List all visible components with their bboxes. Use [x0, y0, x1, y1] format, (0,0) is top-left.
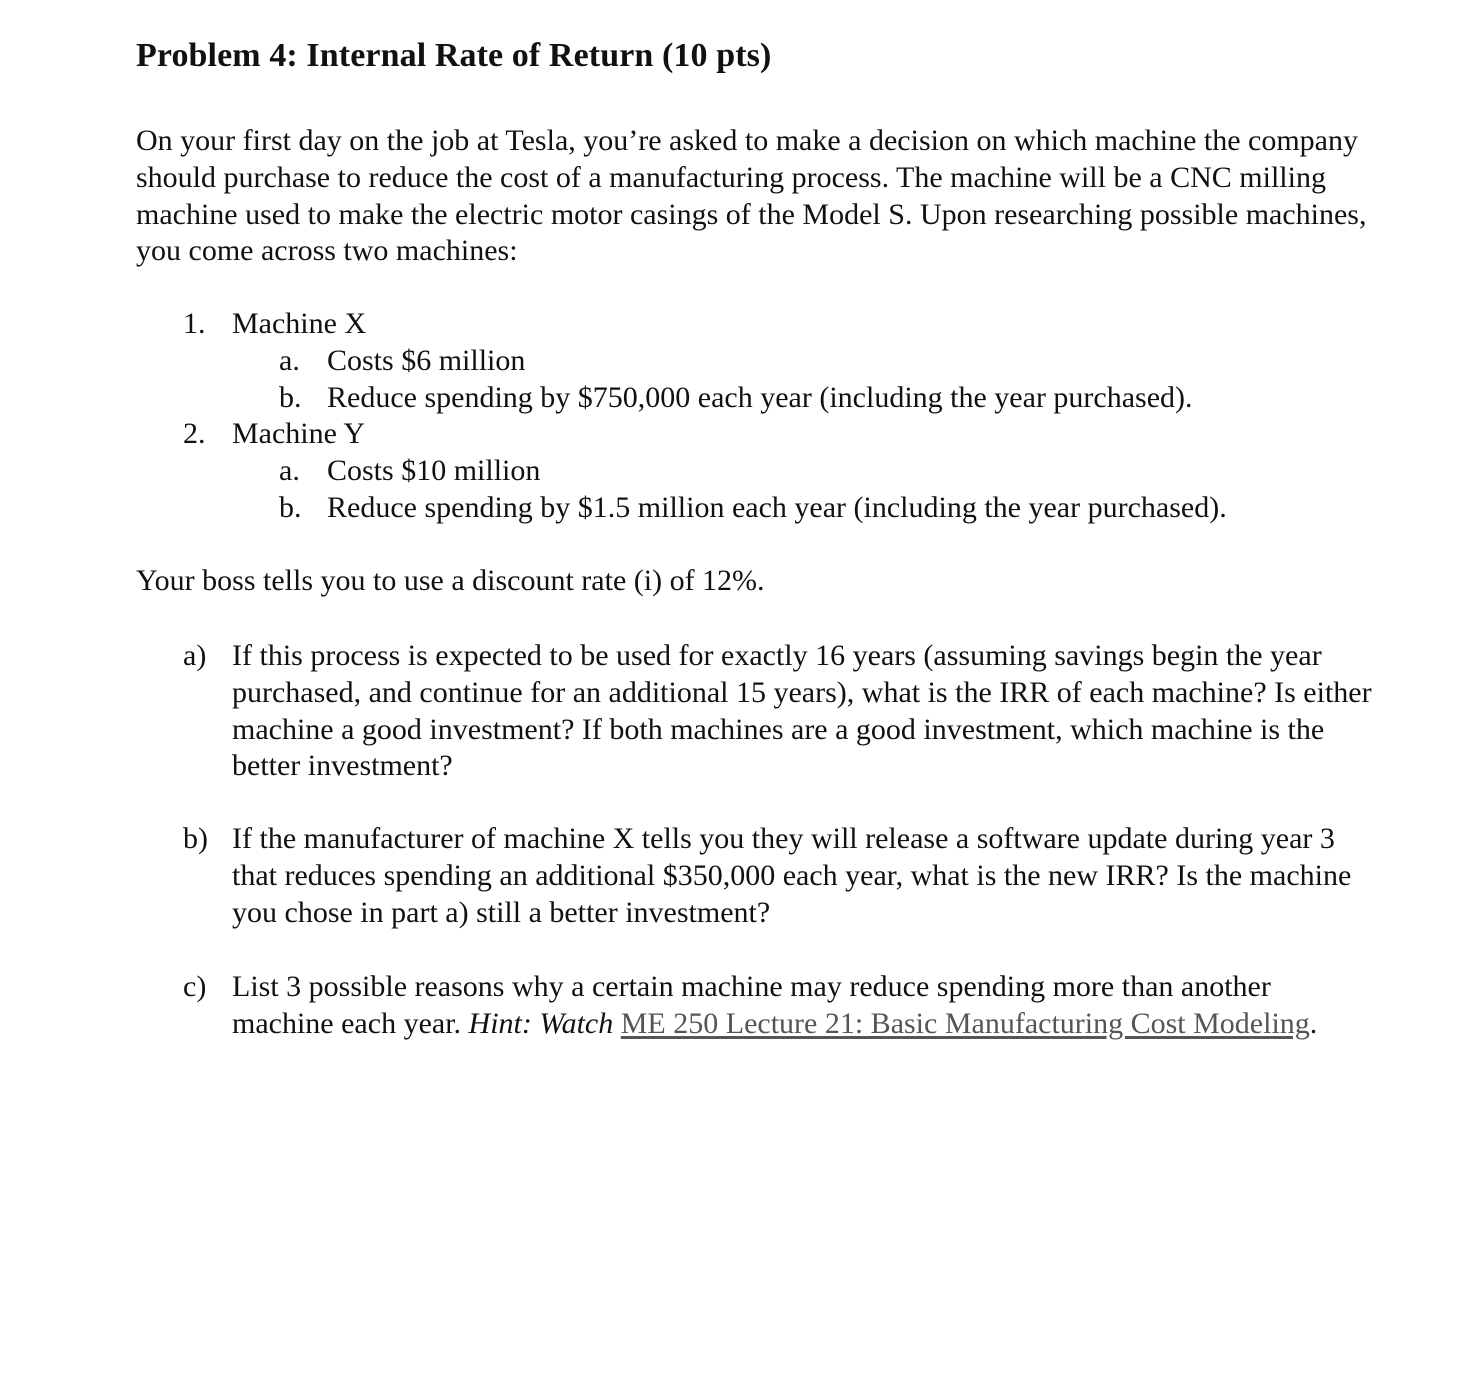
machine-x-cost: Costs $6 million [327, 343, 526, 377]
sub-list-marker: a. [279, 454, 300, 488]
discount-rate-paragraph: Your boss tells you to use a discount rate (i) of 12%. [136, 564, 765, 597]
question-marker: a) [183, 639, 207, 672]
machine-x-name: Machine X [232, 307, 367, 340]
sub-list-marker: a. [279, 343, 300, 377]
question-c [136, 969, 1386, 1043]
sub-list-marker: b. [279, 380, 302, 414]
machine-y-cost: Costs $10 million [327, 454, 541, 488]
sub-item-machine-y-savings [136, 490, 1386, 527]
hint-prefix: Hint: Watch [468, 1006, 614, 1040]
sub-item-machine-x-cost [136, 343, 1386, 380]
list-marker: 2. [183, 417, 206, 451]
hint-suffix: . [1309, 1006, 1318, 1040]
question-c-body [232, 969, 1372, 1043]
list-item-machine-x [136, 306, 1386, 343]
machine-x-savings: Reduce spending by $750,000 each year (including the year purchased). [327, 380, 1193, 414]
question-b-text: If the manufacturer of machine X tells you they will release a software update during year 3 that reduces spending an additional $350,000 each year, what is the new IRR? Is the machine you chose in part a) still a better investment? [232, 822, 1352, 929]
machine-y-name: Machine Y [232, 417, 366, 451]
document-page [136, 30, 1386, 1040]
lecture-link[interactable]: ME 250 Lecture 21: Basic Manufacturing Cost Modeling [620, 1006, 1310, 1040]
question-marker: c) [183, 970, 207, 1003]
question-marker: b) [183, 822, 208, 855]
sub-item-machine-y-cost [136, 453, 1386, 490]
list-marker: 1. [183, 307, 206, 340]
problem-title: Problem 4: Internal Rate of Return (10 pts) [136, 37, 772, 74]
sub-item-machine-x-savings [136, 380, 1386, 417]
sub-list-marker: b. [279, 490, 302, 524]
intro-paragraph: On your first day on the job at Tesla, you’re asked to make a decision on which machine the company should purchase to reduce the cost of a manufacturing process. The machine will be a CNC milling machine used to make the electric motor casings of the Model S. Upon researching possible machines, you come across two machines: [136, 124, 1367, 268]
question-a [136, 638, 1386, 785]
question-a-text: If this process is expected to be used for exactly 16 years (assuming savings begin the year purchased, and continue for an additional 15 years), what is the IRR of each machine? Is either machine a good investment? If both machines are a good investment, which machine is the better investment? [232, 639, 1372, 783]
machine-y-savings: Reduce spending by $1.5 million each year (including the year purchased). [327, 490, 1227, 524]
question-b [136, 821, 1386, 931]
list-item-machine-y [136, 416, 1386, 453]
question-c-text: List 3 possible reasons why a certain machine may reduce spending more than another machine each year. [232, 970, 1271, 1040]
machine-list [136, 306, 1386, 527]
